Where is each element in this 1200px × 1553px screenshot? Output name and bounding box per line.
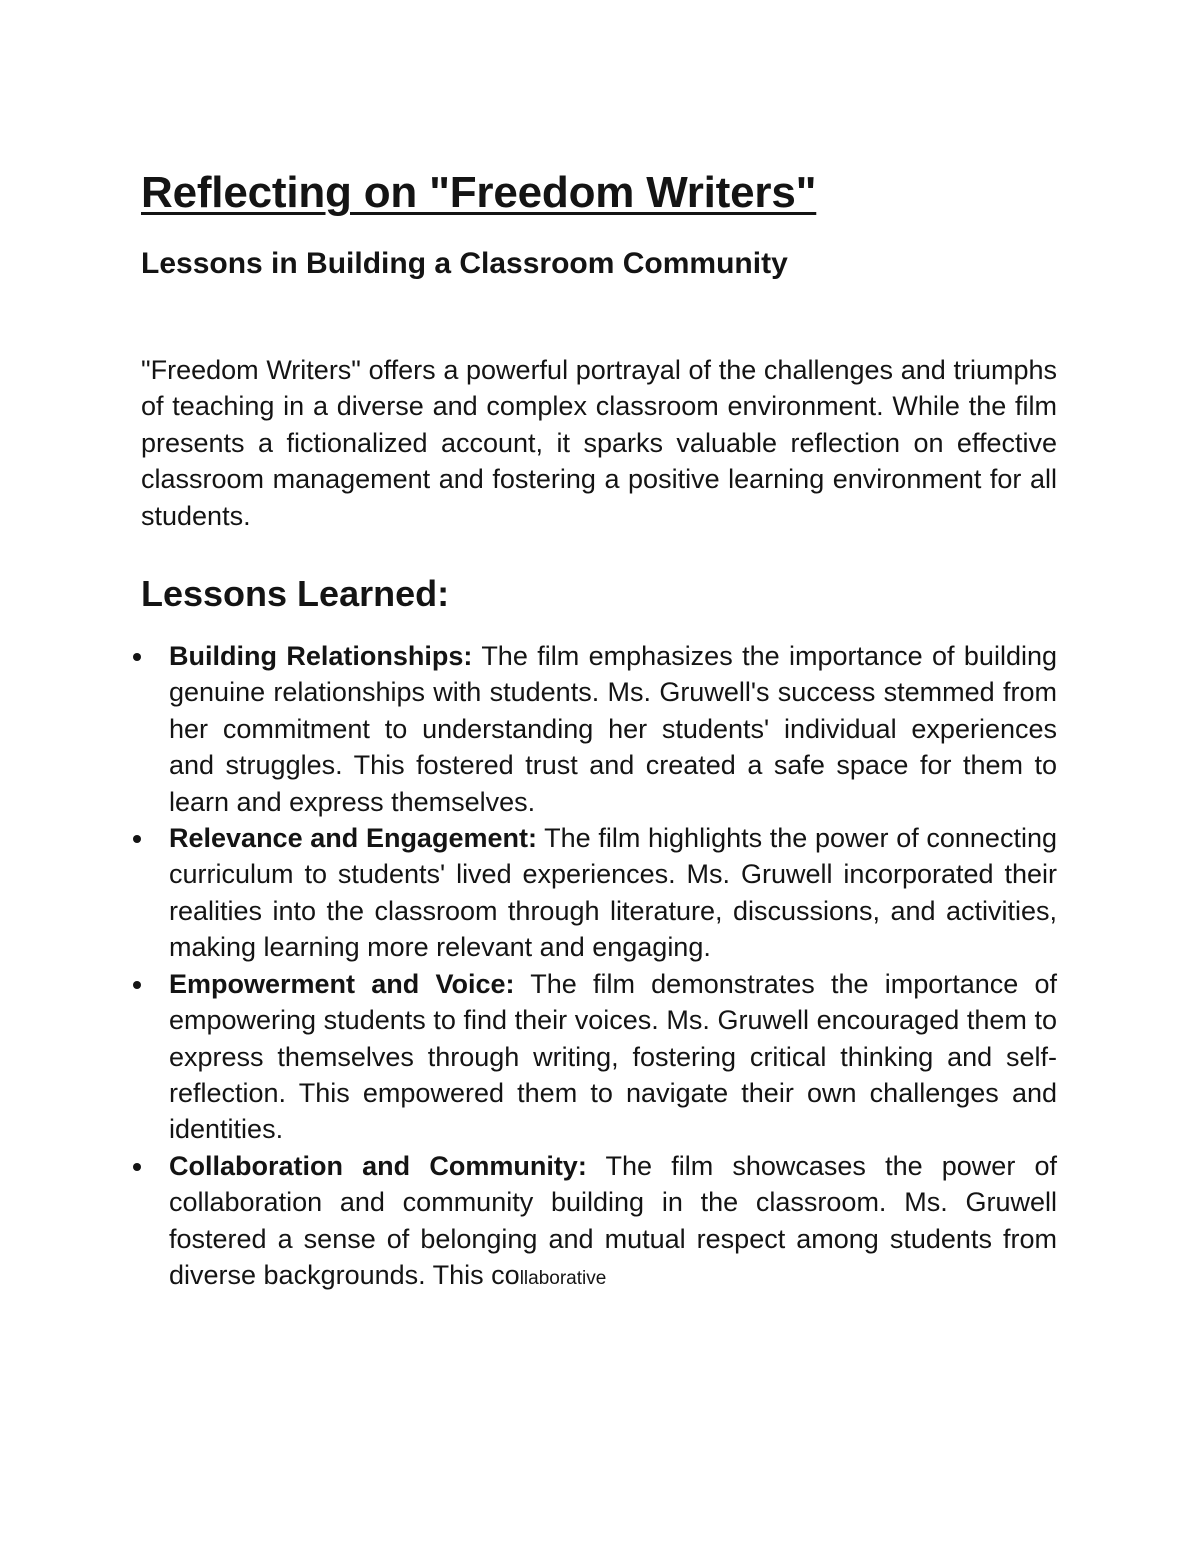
- lesson-term: Empowerment and Voice:: [169, 968, 515, 999]
- bullet-icon: [133, 835, 141, 843]
- bullet-icon: [133, 1163, 141, 1171]
- list-item: [169, 1148, 1057, 1298]
- document-subtitle: Lessons in Building a Classroom Community: [141, 247, 788, 280]
- bullet-icon: [133, 981, 141, 989]
- document-content: [141, 164, 1057, 1297]
- list-item: [169, 820, 1057, 966]
- lesson-term: Collaboration and Community:: [169, 1150, 587, 1181]
- lesson-text: The film emphasizes the importance of building genuine relationships with students. Ms. Gruwell's success stemmed from her commitment to understanding her students' individual experiences and struggles. This fostered trust and created a safe space for them to learn and express themselves.: [169, 641, 1057, 817]
- lesson-text-tail: llaborative: [519, 1267, 607, 1289]
- lesson-text: The film highlights the power of connecting curriculum to students' lived experiences. Ms. Gruwell incorporated their realities into the classroom through literature, discussions, and activities, making learning more relevant and engaging.: [169, 823, 1057, 963]
- lesson-text: The film showcases the power of collaboration and community building in the classroom. Ms. Gruwell fostered a sense of belonging and mutual respect among students from diverse backgrounds. This co: [169, 1150, 1057, 1290]
- document-title: Reflecting on "Freedom Writers": [141, 168, 817, 217]
- lesson-term: Relevance and Engagement:: [169, 823, 537, 854]
- section-heading-lessons-learned: Lessons Learned:: [141, 573, 450, 615]
- lessons-list: [141, 638, 1057, 1297]
- lesson-term: Building Relationships:: [169, 641, 473, 672]
- intro-paragraph: "Freedom Writers" offers a powerful portrayal of the challenges and triumphs of teaching in a diverse and complex classroom environment. While the film presents a fictionalized account, it sparks valuable reflection on effective classroom management and fostering a positive learning environment for all students.: [141, 355, 1057, 531]
- list-item: [169, 638, 1057, 820]
- bullet-icon: [133, 653, 141, 661]
- lesson-text: The film demonstrates the importance of empowering students to find their voices. Ms. Gruwell encouraged them to express themselves through writing, fostering critical thinking and self-reflection. This empowered them to navigate their own challenges and identities.: [169, 968, 1058, 1145]
- list-item: [169, 966, 1057, 1148]
